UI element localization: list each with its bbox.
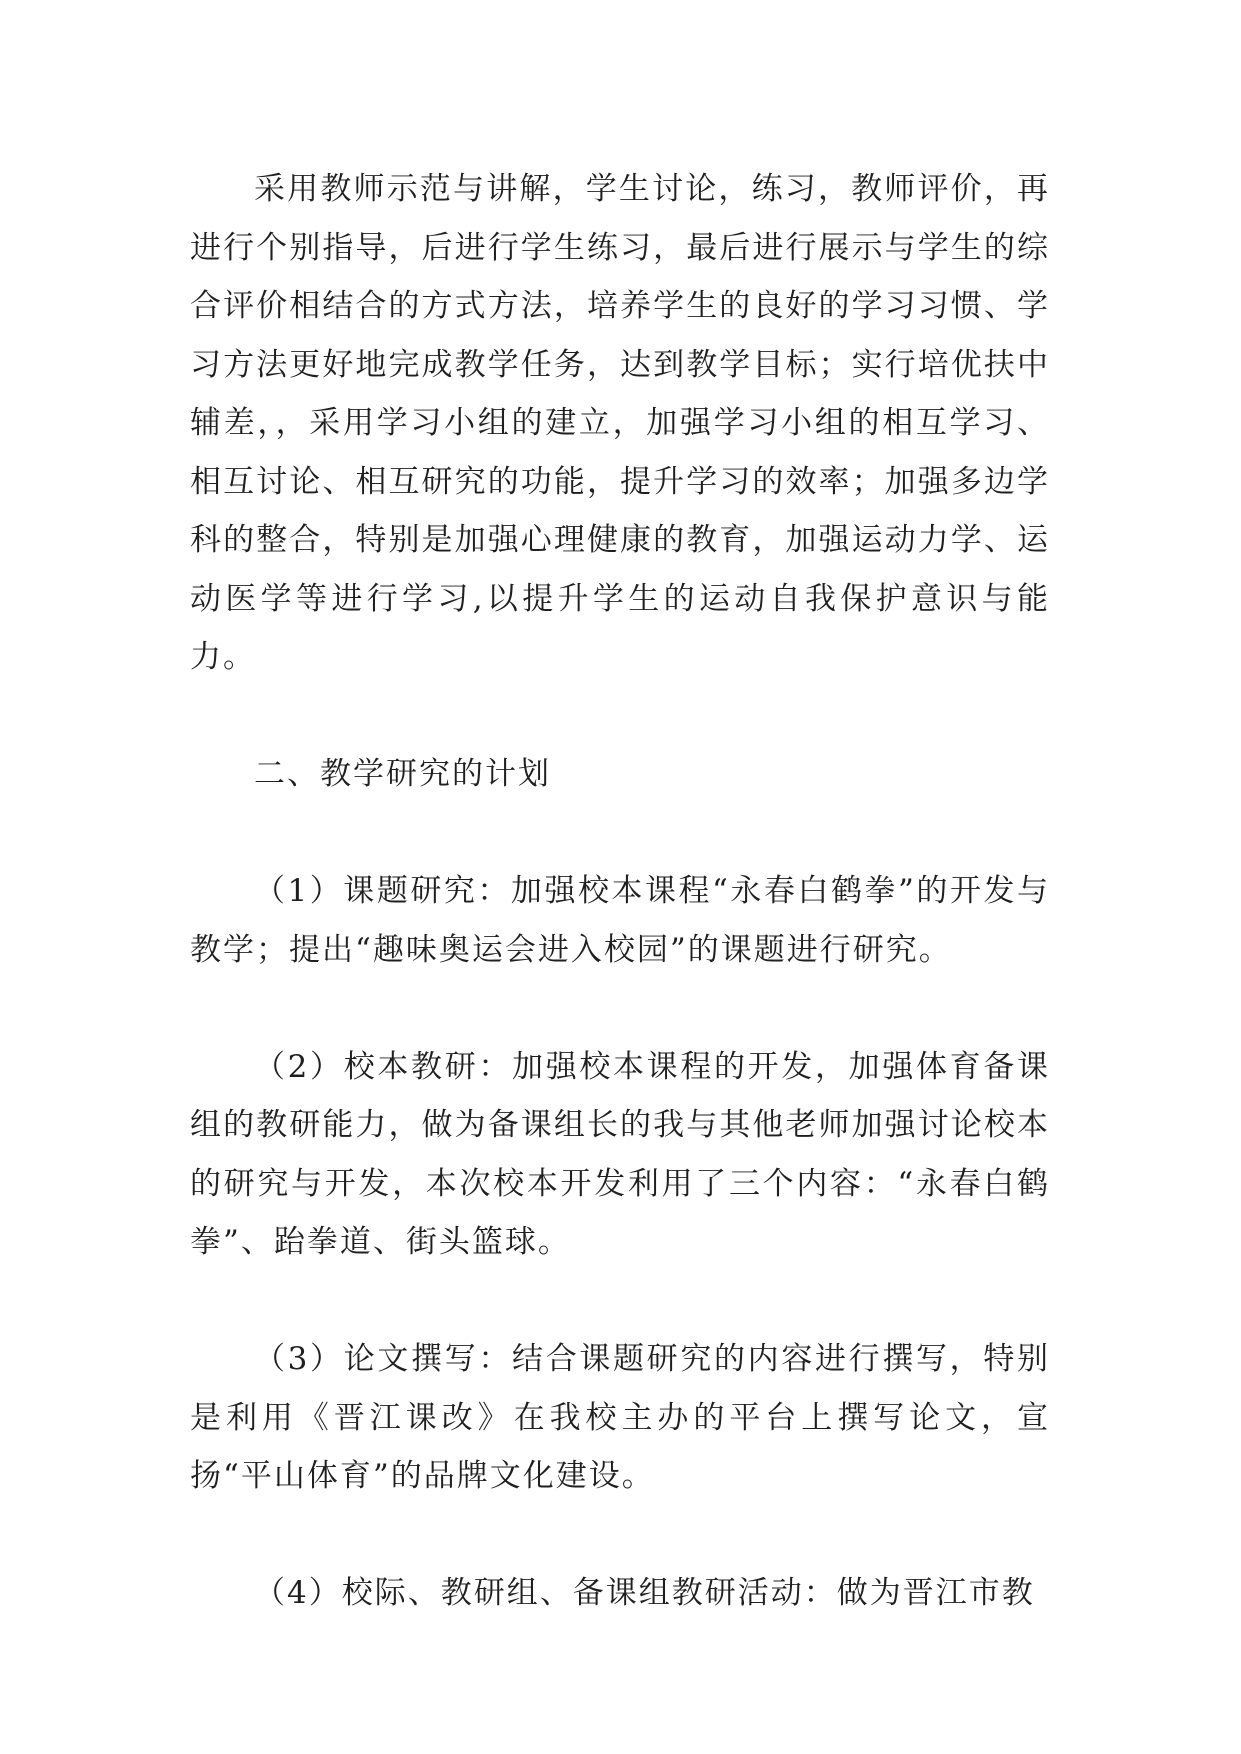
list-item-topic-research: （1）课题研究：加强校本课程“永春白鹤拳”的开发与教学；提出“趣味奥运会进入校园”的课题进行研究。 xyxy=(190,873,1050,968)
paragraph-teaching-methods: 采用教师示范与讲解，学生讨论，练习，教师评价，再进行个别指导，后进行学生练习，最后进行展示与学生的综合评价相结合的方式方法，培养学生的良好的学习习惯、学习方法更好地完成教学任务，达到教学目标；实行培优扶中辅差，，采用学习小组的建立，加强学习小组的相互学习、相互讨论、相互研究的功能，提升学习的效率；加强多边学科的整合，特别是加强心理健康的教育，加强运动力学、运动医学等进行学习,以提升学生的运动自我保护意识与能力。 xyxy=(190,171,1050,675)
section-heading-research-plan: 二、教学研究的计划 xyxy=(254,756,551,792)
list-item-research-activities: （4）校际、教研组、备课组教研活动：做为晋江市教 xyxy=(254,1575,1035,1611)
document-body xyxy=(190,160,1050,1623)
paragraph-spacer xyxy=(190,1272,1050,1331)
paragraph-spacer xyxy=(190,979,1050,1038)
list-item-paper-writing: （3）论文撰写：结合课题研究的内容进行撰写，特别是利用《晋江课改》在我校主办的平台上撰写论文，宣扬“平山体育”的品牌文化建设。 xyxy=(190,1341,1050,1494)
paragraph-spacer xyxy=(190,1506,1050,1565)
paragraph-spacer xyxy=(190,687,1050,746)
list-item-school-research: （2）校本教研：加强校本课程的开发，加强体育备课组的教研能力，做为备课组长的我与其他老师加强讨论校本的研究与开发，本次校本开发利用了三个内容：“永春白鹤拳”、跆拳道、街头篮球。 xyxy=(190,1048,1050,1260)
paragraph-spacer xyxy=(190,804,1050,863)
